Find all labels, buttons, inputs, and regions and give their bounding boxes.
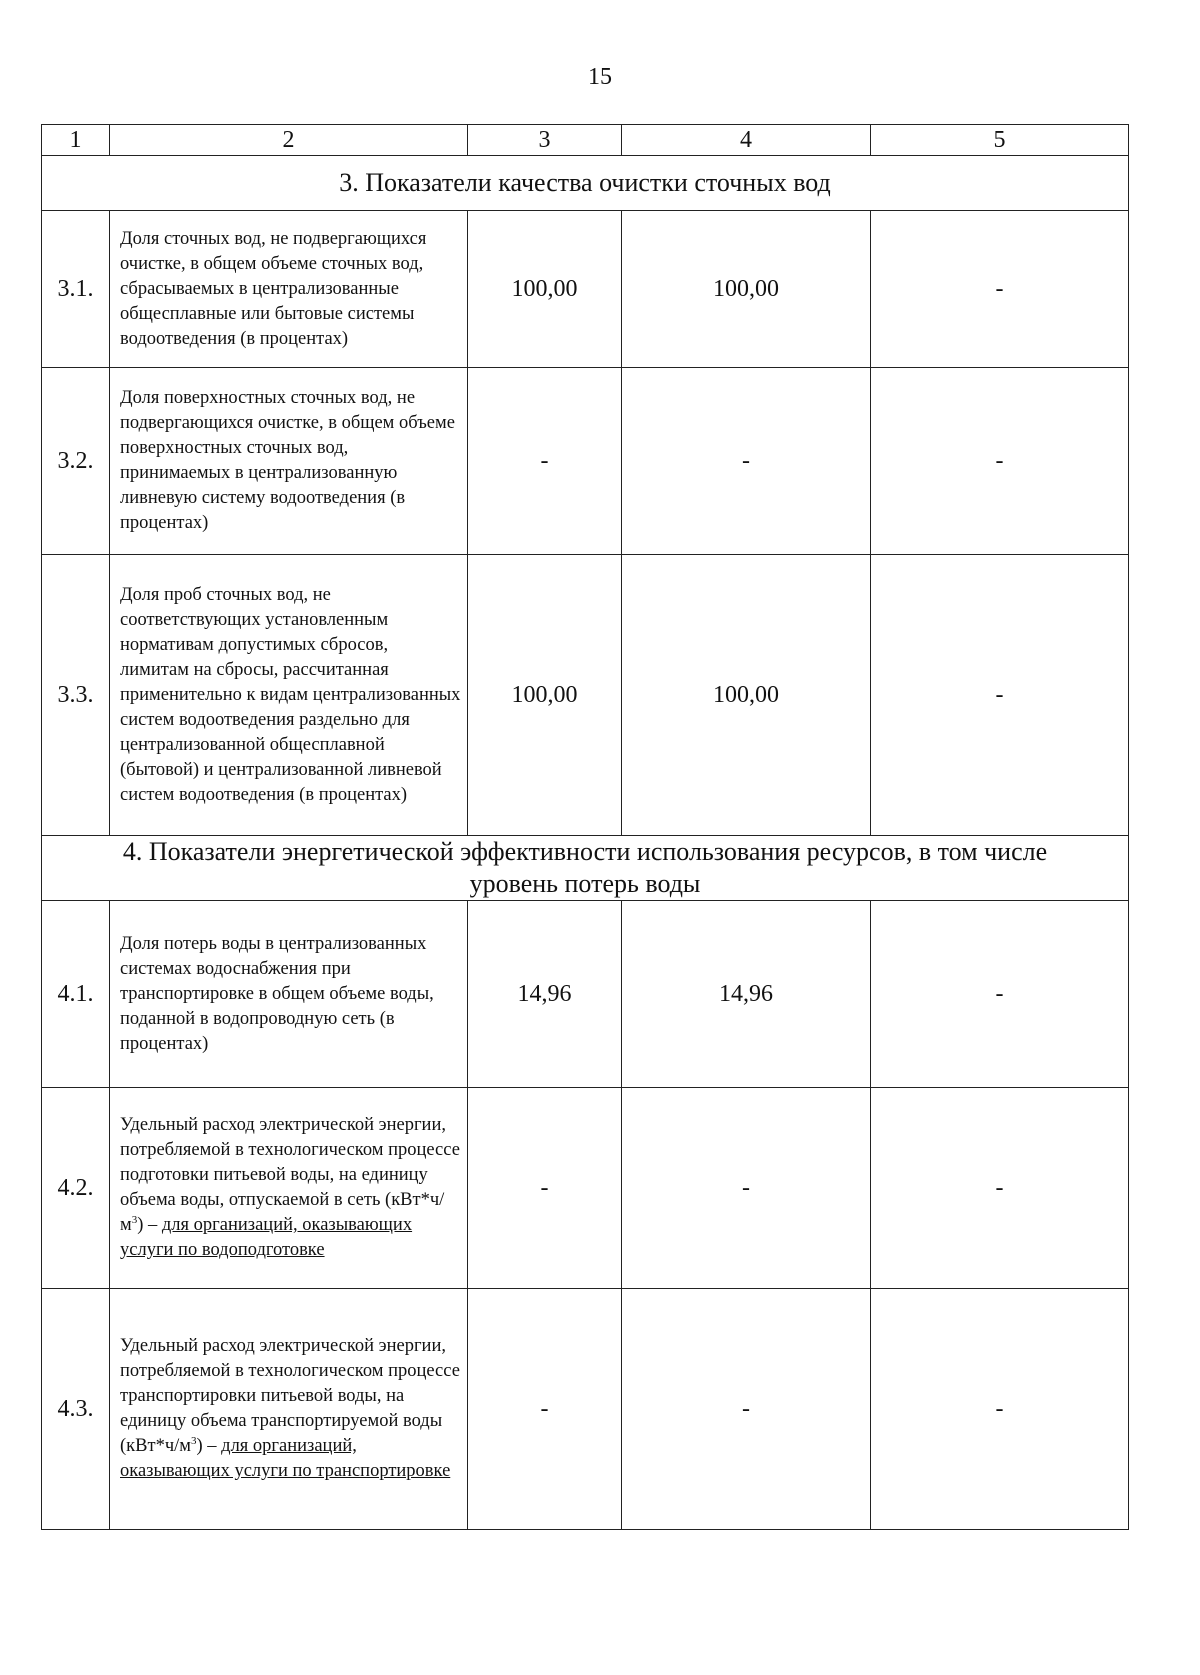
superscript: 3 xyxy=(190,1434,197,1447)
superscript: 3 xyxy=(131,1213,138,1226)
row-value-col3: 100,00 xyxy=(468,211,622,368)
row-value-col5: - xyxy=(871,555,1129,836)
column-header-5: 5 xyxy=(871,125,1129,156)
table-row xyxy=(42,1088,1129,1289)
underlined-note: для организаций, оказывающих услуги по водоподготовке xyxy=(120,1215,413,1260)
row-value-col3: - xyxy=(468,1289,622,1530)
row-value-col5: - xyxy=(871,1289,1129,1530)
table-row xyxy=(42,368,1129,555)
row-value-col5: - xyxy=(871,901,1129,1088)
row-number: 4.2. xyxy=(42,1088,110,1289)
row-description: Доля проб сточных вод, не соответствующих установленным нормативам допустимых сбросов, лимитам на сбросы, рассчитанная применительно к видам централизованных систем водоотведения раздельно для централизованной общесплавной (бытовой) и централизованной ливневой систем водоотведения (в процентах) xyxy=(110,555,468,836)
description-text: Удельный расход электрической энергии, потребляемой в технологическом процессе подготовки питьевой воды, на единицу объема воды, отпускаемой в сеть (кВт*ч/м xyxy=(120,1115,460,1235)
description-text-after: ) – xyxy=(196,1436,222,1456)
row-value-col3: 100,00 xyxy=(468,555,622,836)
row-value-col3: - xyxy=(468,1088,622,1289)
column-header-1: 1 xyxy=(42,125,110,156)
section-row xyxy=(42,156,1129,211)
row-value-col5: - xyxy=(871,211,1129,368)
table-header-row xyxy=(42,125,1129,156)
row-description: Доля потерь воды в централизованных системах водоснабжения при транспортировке в общем объеме воды, поданной в водопроводную сеть (в процентах) xyxy=(110,901,468,1088)
row-number: 4.1. xyxy=(42,901,110,1088)
table-row xyxy=(42,555,1129,836)
table-row xyxy=(42,1289,1129,1530)
row-number: 3.2. xyxy=(42,368,110,555)
row-value-col3: 14,96 xyxy=(468,901,622,1088)
column-header-4: 4 xyxy=(622,125,871,156)
row-value-col4: - xyxy=(622,1289,871,1530)
row-value-col4: 100,00 xyxy=(622,555,871,836)
row-value-col4: 100,00 xyxy=(622,211,871,368)
row-value-col4: 14,96 xyxy=(622,901,871,1088)
row-number: 3.3. xyxy=(42,555,110,836)
section-title: 4. Показатели энергетической эффективности использования ресурсов, в том числе уровень потерь воды xyxy=(42,836,1129,901)
table-row xyxy=(42,901,1129,1088)
table-row xyxy=(42,211,1129,368)
indicators-table xyxy=(41,124,1129,1530)
description-text-after: ) – xyxy=(137,1215,162,1235)
column-header-2: 2 xyxy=(110,125,468,156)
row-description xyxy=(110,1289,468,1530)
column-header-3: 3 xyxy=(468,125,622,156)
row-value-col3: - xyxy=(468,368,622,555)
row-number: 4.3. xyxy=(42,1289,110,1530)
section-row xyxy=(42,836,1129,901)
underlined-note: для организаций, оказывающих услуги по транспортировке xyxy=(120,1436,451,1481)
row-value-col4: - xyxy=(622,368,871,555)
row-description: Доля поверхностных сточных вод, не подвергающихся очистке, в общем объеме поверхностных сточных вод, принимаемых в централизованную ливневую систему водоотведения (в процентах) xyxy=(110,368,468,555)
row-number: 3.1. xyxy=(42,211,110,368)
row-description: Доля сточных вод, не подвергающихся очистке, в общем объеме сточных вод, сбрасываемых в централизованные общесплавные или бытовые системы водоотведения (в процентах) xyxy=(110,211,468,368)
row-description xyxy=(110,1088,468,1289)
row-value-col4: - xyxy=(622,1088,871,1289)
row-value-col5: - xyxy=(871,368,1129,555)
page-number: 15 xyxy=(588,64,612,90)
section-title: 3. Показатели качества очистки сточных вод xyxy=(42,156,1129,211)
row-value-col5: - xyxy=(871,1088,1129,1289)
description-text: Удельный расход электрической энергии, потребляемой в технологическом процессе транспортировки питьевой воды, на единицу объема транспортируемой воды (кВт*ч/м xyxy=(120,1336,460,1456)
